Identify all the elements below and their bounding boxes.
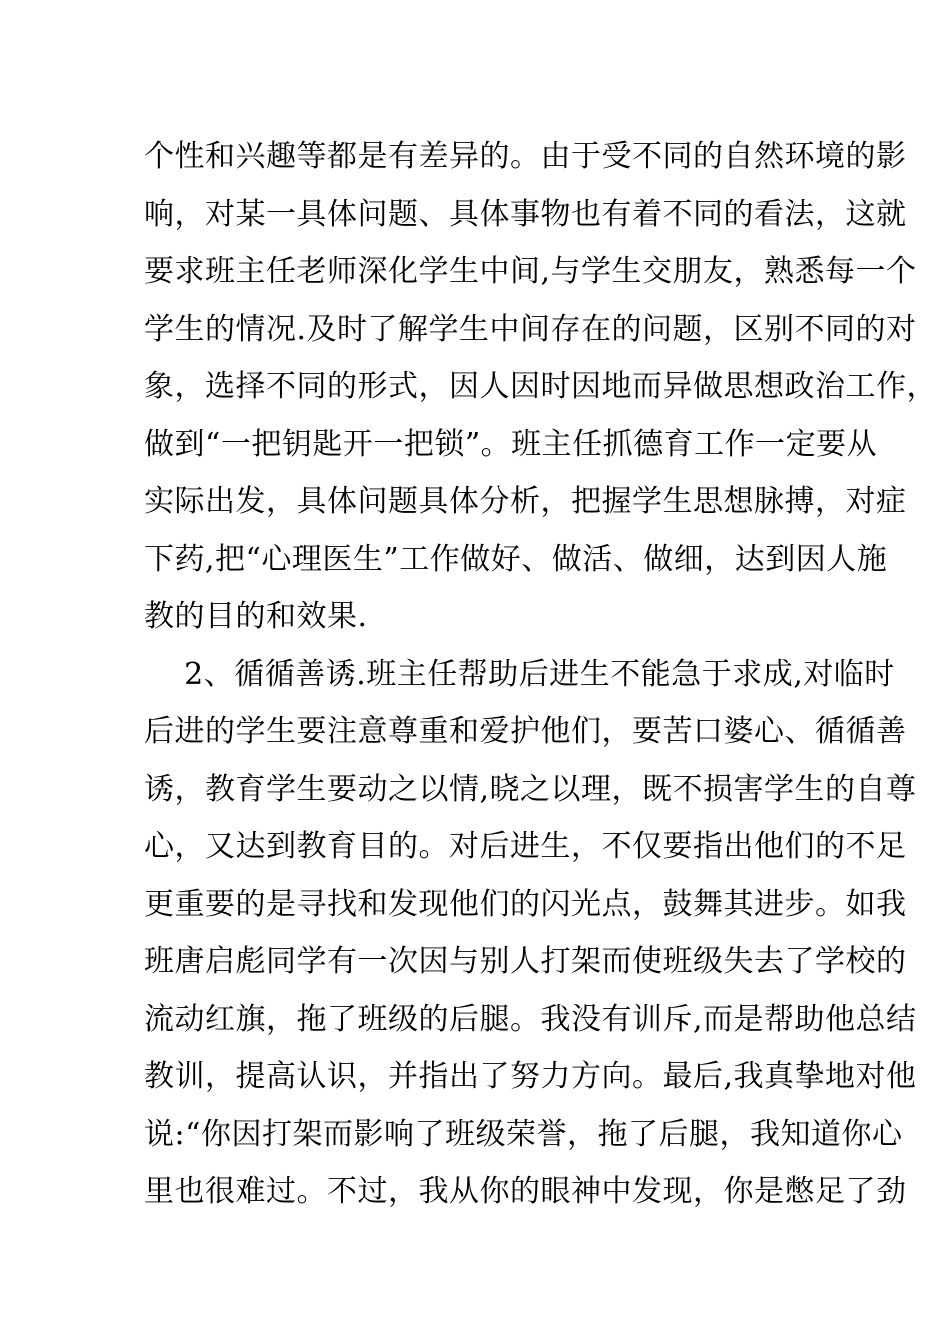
- text-line: 实际出发，具体问题具体分析，把握学生思想脉搏，对症: [144, 484, 907, 519]
- text-line: 做到“一把钥匙开一把锁”。班主任抓德育工作一定要从: [144, 426, 878, 462]
- text-line: 里也很难过。不过，我从你的眼神中发现，你是憋足了劲: [144, 1174, 907, 1209]
- text-line: 流动红旗，拖了班级的后腿。我没有训斥,而是帮助他总结: [144, 1001, 917, 1037]
- text-line: 2、循循善诱.班主任帮助后进生不能急于求成,对临时: [144, 656, 895, 692]
- text-line: 诱，教育学生要动之以情,晓之以理，既不损害学生的自尊: [144, 771, 917, 807]
- text-line: 象，选择不同的形式，因人因时因地而异做思想政治工作，: [144, 369, 937, 404]
- text-line: 班唐启彪同学有一次因与别人打架而使班级失去了学校的: [144, 944, 907, 979]
- text-line: 学生的情况.及时了解学生中间存在的问题，区别不同的对: [144, 311, 917, 347]
- text-line: 教训，提高认识，并指出了努力方向。最后,我真挚地对他: [144, 1059, 917, 1094]
- text-line: 响，对某一具体问题、具体事物也有着不同的看法，这就: [144, 196, 907, 232]
- text-line: 下药,把“心理医生”工作做好、做活、做细，达到因人施: [144, 541, 888, 577]
- text-line: 心，又达到教育目的。对后进生，不仅要指出他们的不足: [144, 829, 907, 864]
- text-line: 要求班主任老师深化学生中间,与学生交朋友，熟悉每一个: [144, 254, 917, 289]
- text-line: 教的目的和效果.: [144, 599, 368, 634]
- text-line: 说:“你因打架而影响了班级荣誉，拖了后腿，我知道你心: [144, 1116, 903, 1152]
- text-line: 后进的学生要注意尊重和爱护他们，要苦口婆心、循循善: [144, 714, 907, 749]
- text-line: 更重要的是寻找和发现他们的闪光点，鼓舞其进步。如我: [144, 886, 907, 922]
- text-line: 个性和兴趣等都是有差异的。由于受不同的自然环境的影: [144, 139, 907, 174]
- body-text: [144, 128, 937, 1221]
